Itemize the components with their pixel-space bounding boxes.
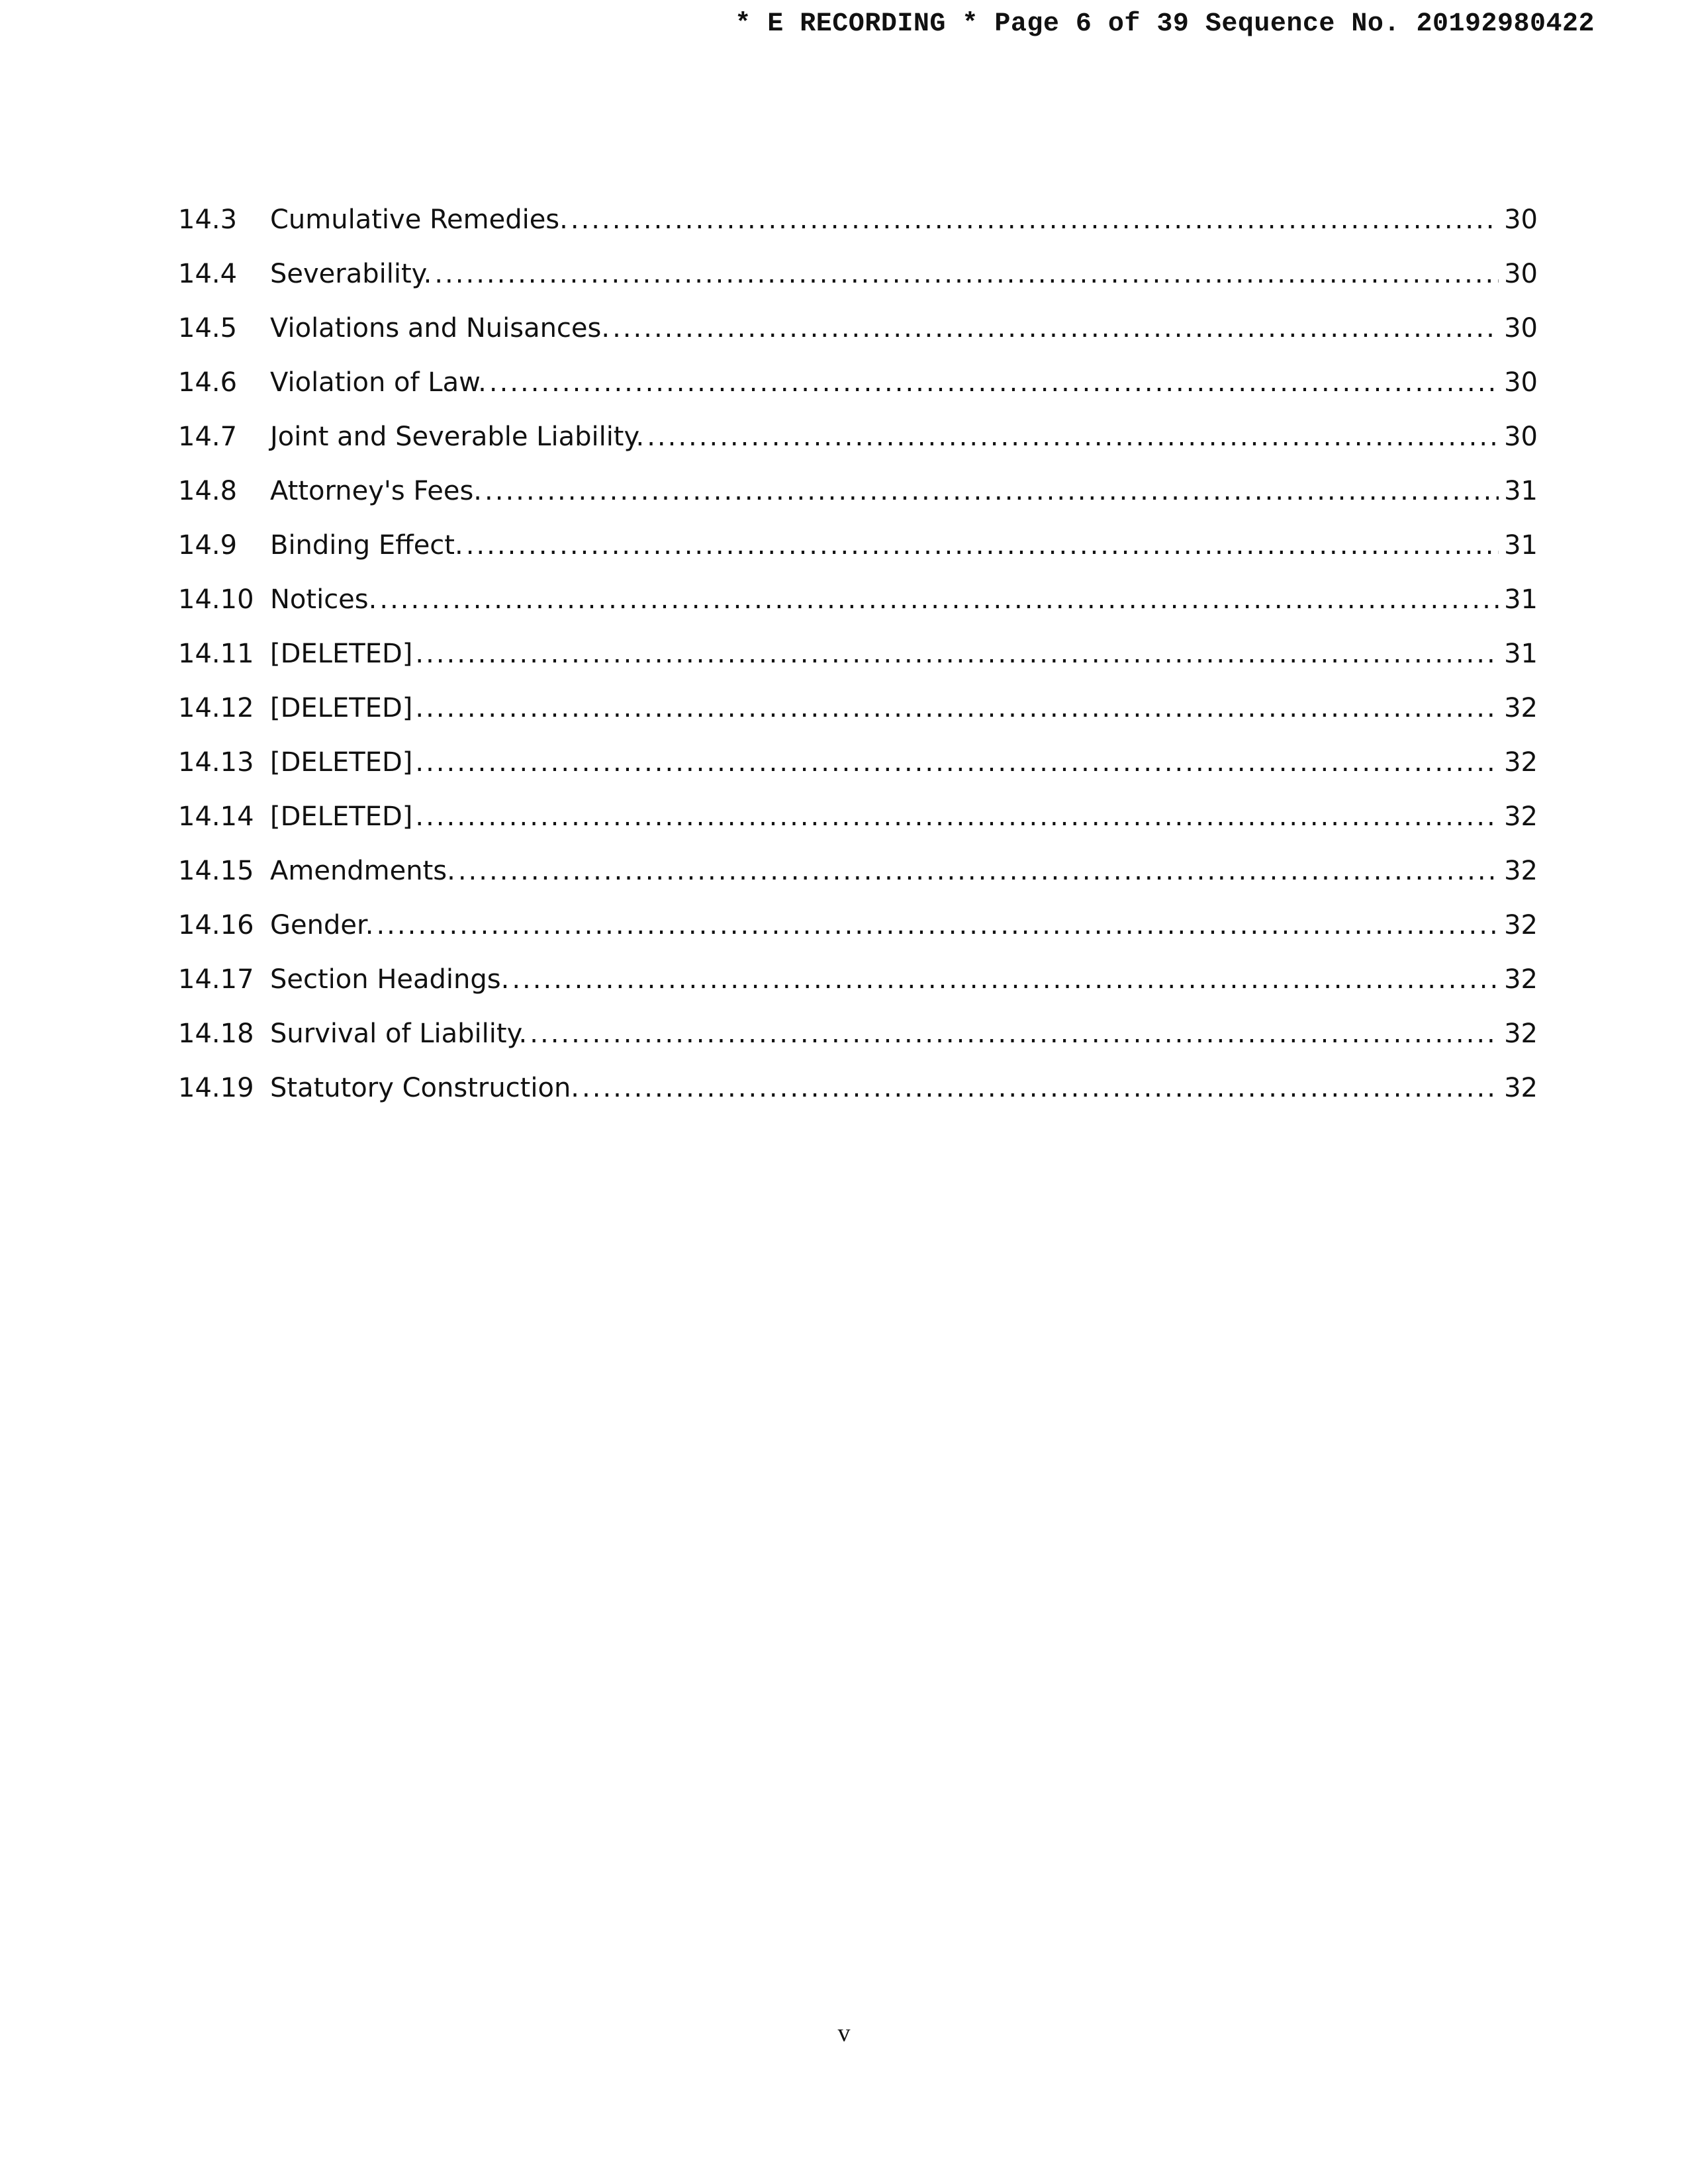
toc-section-title: Statutory Construction. <box>270 1073 580 1103</box>
toc-entry <box>178 904 1538 958</box>
toc-page-number: 30 <box>1504 367 1538 398</box>
toc-dot-leader <box>512 958 1499 1001</box>
toc-section-number: 14.9 <box>178 530 238 561</box>
toc-dot-leader <box>612 307 1499 349</box>
toc-page-number: 32 <box>1504 693 1538 723</box>
toc-section-title: [DELETED] <box>270 747 413 778</box>
toc-section-number: 14.7 <box>178 422 238 452</box>
toc-section-number: 14.10 <box>178 584 254 615</box>
toc-dot-leader <box>466 524 1499 567</box>
toc-entry <box>178 470 1538 524</box>
toc-section-title: Amendments. <box>270 856 455 886</box>
toc-entry <box>178 850 1538 904</box>
toc-dot-leader <box>415 633 1499 675</box>
page-number-footer: v <box>837 2019 851 2047</box>
toc-page-number: 31 <box>1504 639 1538 669</box>
toc-section-number: 14.3 <box>178 205 238 235</box>
toc-dot-leader <box>571 199 1499 241</box>
toc-page-number: 32 <box>1504 856 1538 886</box>
table-of-contents <box>178 199 1538 1121</box>
toc-dot-leader <box>434 253 1499 295</box>
toc-section-title: Binding Effect. <box>270 530 463 561</box>
toc-page-number: 32 <box>1504 964 1538 995</box>
toc-page-number: 31 <box>1504 530 1538 561</box>
toc-entry <box>178 307 1538 361</box>
toc-section-title: [DELETED] <box>270 693 413 723</box>
toc-page-number: 30 <box>1504 259 1538 289</box>
toc-section-number: 14.4 <box>178 259 238 289</box>
toc-section-number: 14.6 <box>178 367 238 398</box>
toc-section-number: 14.13 <box>178 747 254 778</box>
toc-section-number: 14.15 <box>178 856 254 886</box>
toc-dot-leader <box>376 904 1499 946</box>
toc-page-number: 32 <box>1504 1019 1538 1049</box>
toc-entry <box>178 1067 1538 1121</box>
toc-dot-leader <box>530 1013 1499 1055</box>
toc-entry <box>178 524 1538 578</box>
toc-entry <box>178 1013 1538 1067</box>
toc-entry <box>178 199 1538 253</box>
toc-section-title: Severability. <box>270 259 432 289</box>
toc-page-number: 30 <box>1504 205 1538 235</box>
toc-page-number: 30 <box>1504 422 1538 452</box>
toc-section-title: Joint and Severable Liability. <box>270 422 645 452</box>
toc-dot-leader <box>489 361 1499 404</box>
toc-dot-leader <box>582 1067 1499 1109</box>
toc-page-number: 31 <box>1504 584 1538 615</box>
recording-header: * E RECORDING * Page 6 of 39 Sequence No. 20192980422 <box>735 9 1595 39</box>
toc-section-number: 14.11 <box>178 639 254 669</box>
toc-entry <box>178 416 1538 470</box>
toc-section-title: Notices. <box>270 584 377 615</box>
toc-page-number: 32 <box>1504 747 1538 778</box>
toc-dot-leader <box>415 687 1499 729</box>
toc-section-number: 14.18 <box>178 1019 254 1049</box>
toc-section-title: Survival of Liability. <box>270 1019 528 1049</box>
toc-entry <box>178 633 1538 687</box>
toc-section-number: 14.19 <box>178 1073 254 1103</box>
toc-page-number: 32 <box>1504 910 1538 940</box>
toc-section-number: 14.5 <box>178 313 238 343</box>
toc-entry <box>178 361 1538 416</box>
toc-section-number: 14.12 <box>178 693 254 723</box>
toc-page-number: 32 <box>1504 1073 1538 1103</box>
toc-dot-leader <box>485 470 1499 512</box>
toc-section-title: Violation of Law. <box>270 367 487 398</box>
toc-dot-leader <box>379 578 1499 621</box>
toc-entry <box>178 687 1538 741</box>
toc-section-title: Section Headings. <box>270 964 510 995</box>
toc-dot-leader <box>647 416 1499 458</box>
toc-section-number: 14.16 <box>178 910 254 940</box>
toc-section-number: 14.8 <box>178 476 238 506</box>
toc-section-title: [DELETED] <box>270 801 413 832</box>
toc-entry <box>178 741 1538 796</box>
toc-section-title: Gender. <box>270 910 374 940</box>
toc-section-title: Cumulative Remedies. <box>270 205 568 235</box>
toc-section-title: Attorney's Fees. <box>270 476 483 506</box>
toc-dot-leader <box>458 850 1499 892</box>
toc-entry <box>178 578 1538 633</box>
toc-section-title: [DELETED] <box>270 639 413 669</box>
toc-entry <box>178 958 1538 1013</box>
toc-dot-leader <box>415 796 1499 838</box>
toc-entry <box>178 253 1538 307</box>
toc-dot-leader <box>415 741 1499 784</box>
toc-page-number: 31 <box>1504 476 1538 506</box>
toc-section-title: Violations and Nuisances. <box>270 313 610 343</box>
toc-section-number: 14.17 <box>178 964 254 995</box>
toc-page-number: 30 <box>1504 313 1538 343</box>
toc-entry <box>178 796 1538 850</box>
toc-section-number: 14.14 <box>178 801 254 832</box>
toc-page-number: 32 <box>1504 801 1538 832</box>
